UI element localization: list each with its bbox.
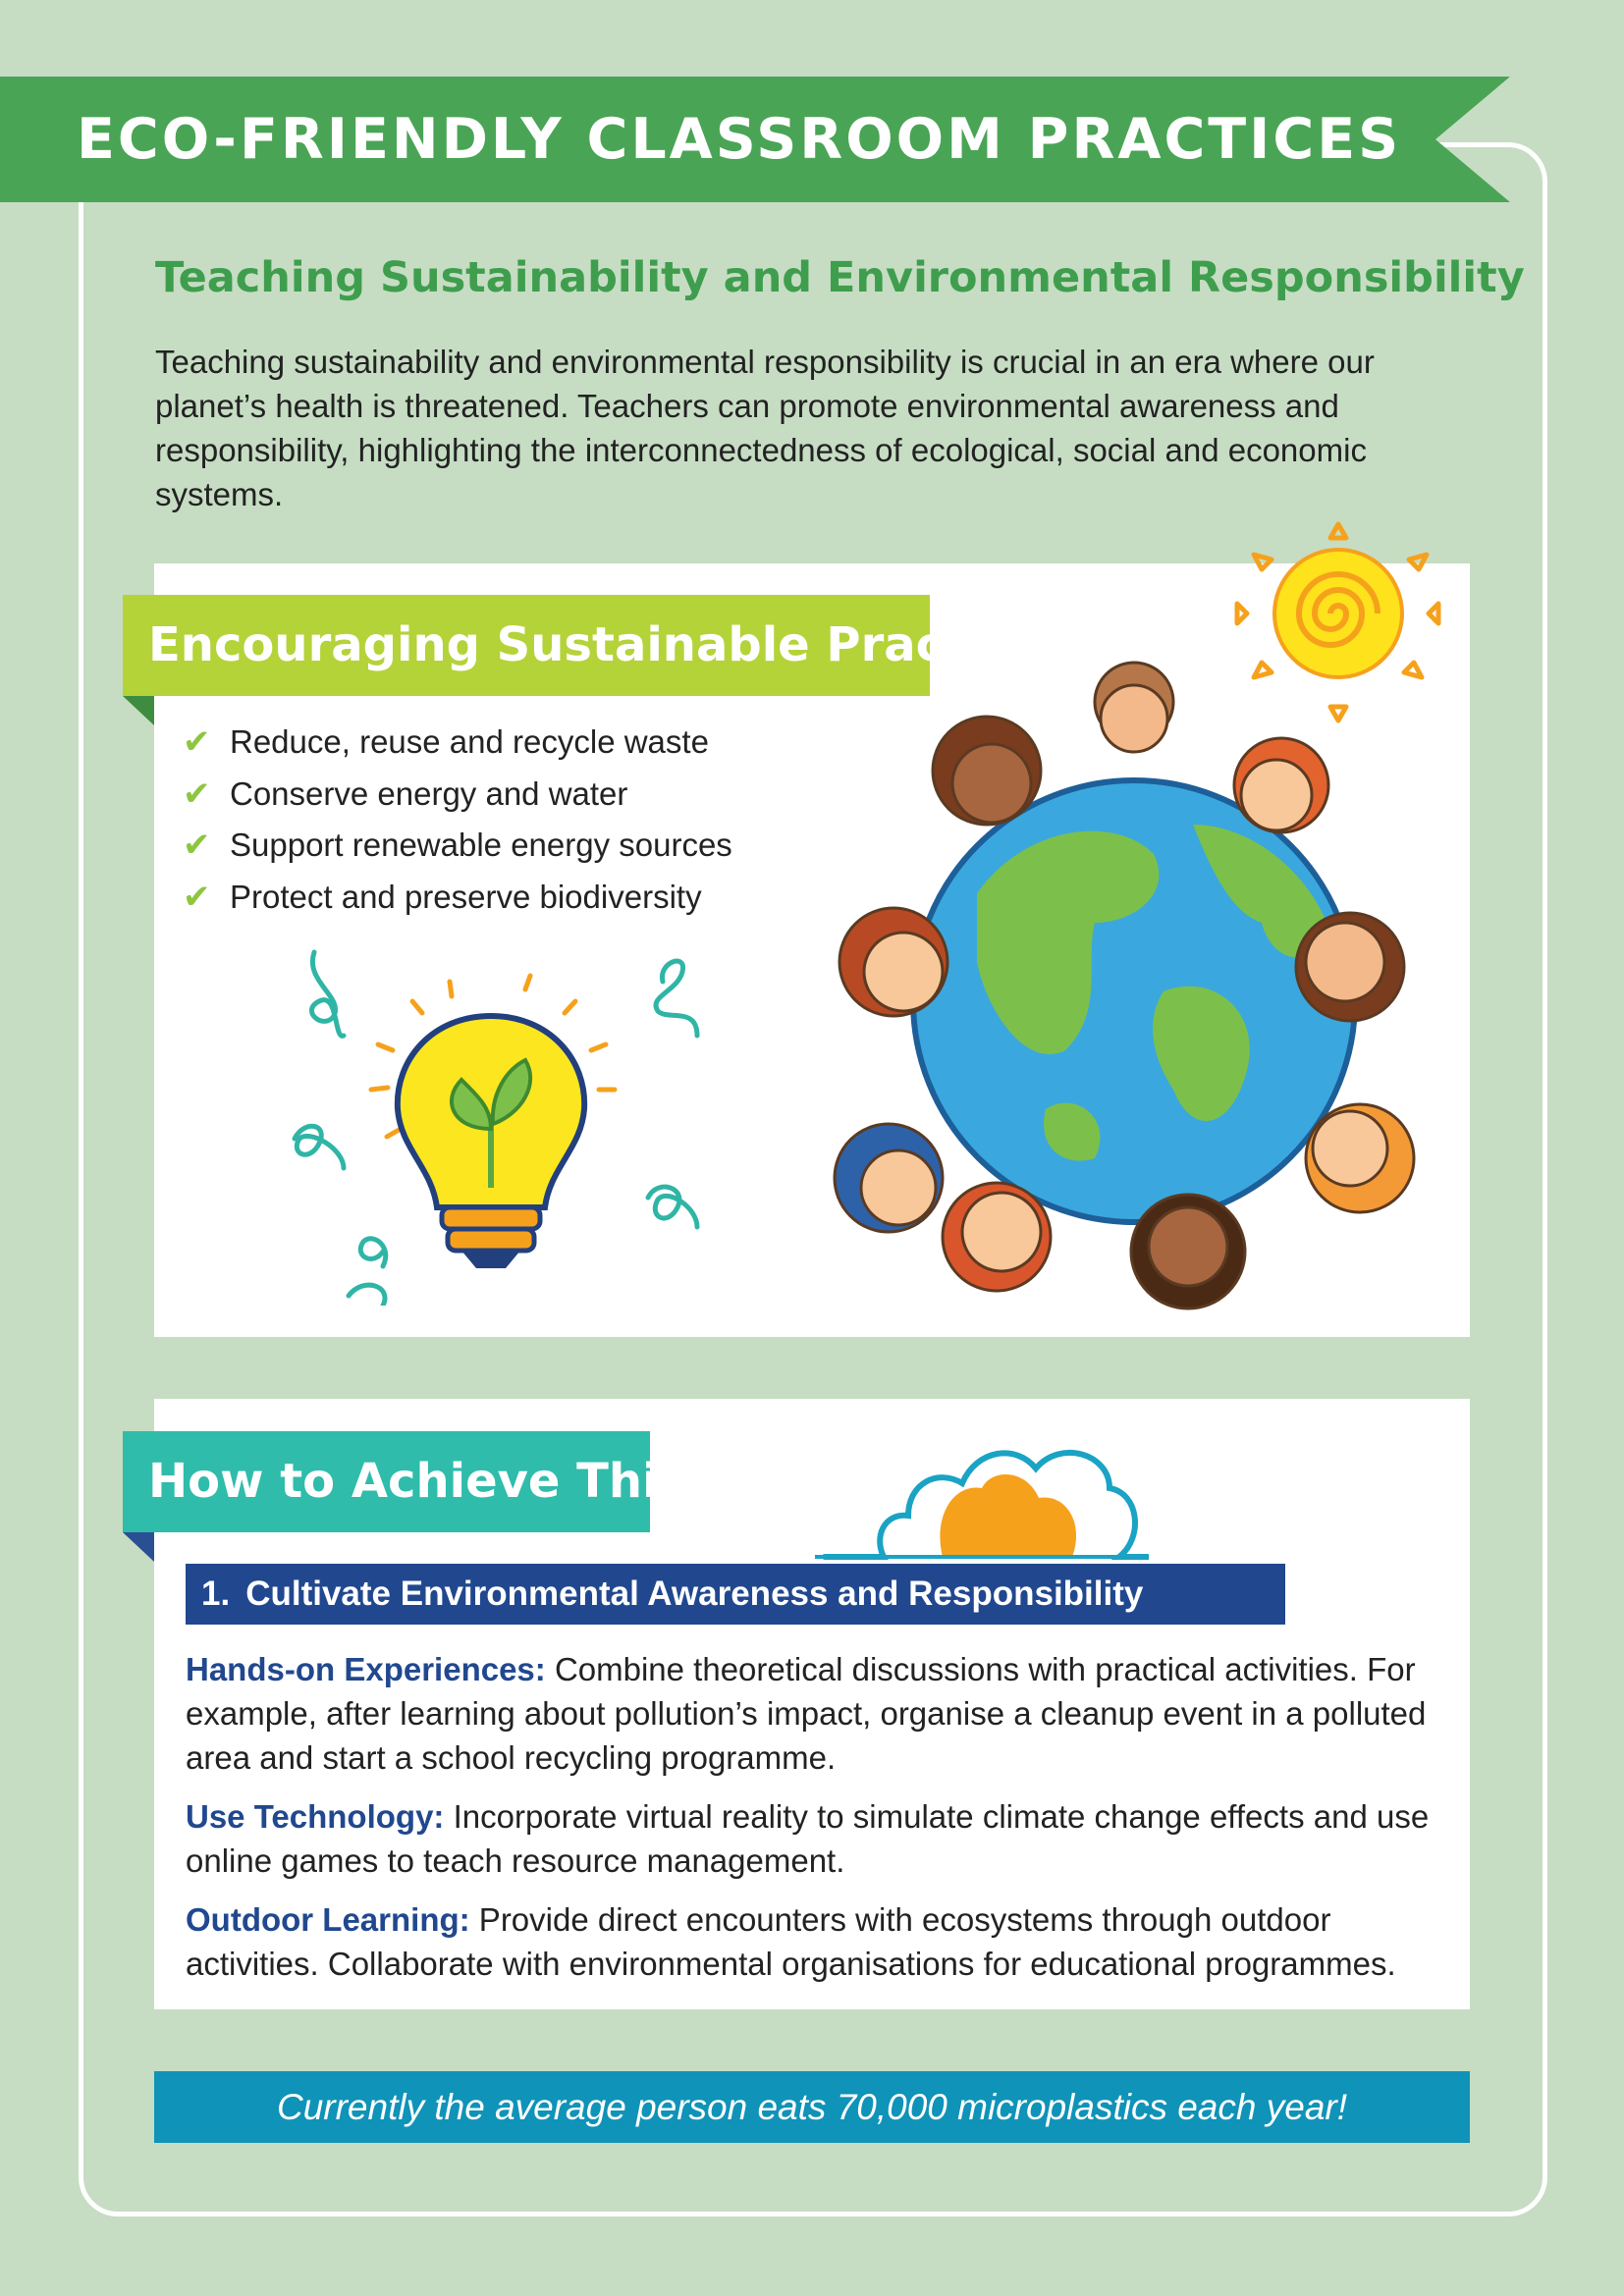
- step-heading: [186, 1564, 1285, 1625]
- list-item: ✔ Support renewable energy sources: [183, 820, 732, 872]
- check-icon: ✔: [183, 723, 211, 761]
- list-item: ✔ Conserve energy and water: [183, 769, 732, 821]
- section-subtitle: Teaching Sustainability and Environmental Responsibility: [155, 253, 1525, 302]
- page-title: ECO-FRIENDLY CLASSROOM PRACTICES: [77, 107, 1402, 172]
- globe-children-illustration: [800, 501, 1468, 1315]
- list-item: ✔ Protect and preserve biodiversity: [183, 872, 732, 924]
- check-icon: ✔: [183, 878, 211, 916]
- technology-paragraph: Use Technology: Incorporate virtual reality to simulate climate change effects and use online games to teach resource management.: [186, 1798, 1430, 1879]
- hands-on-paragraph: Hands-on Experiences: Combine theoretical discussions with practical activities. For example, after learning about pollution’s impact, organise a cleanup event in a polluted area and start a school recycling programme.: [186, 1651, 1427, 1776]
- title-banner: [0, 77, 1512, 202]
- how-to-achieve-tab: How to Achieve This?: [123, 1431, 650, 1532]
- lightbulb-illustration: [285, 942, 736, 1306]
- tab-fold: [123, 1532, 154, 1562]
- list-item: ✔ Reduce, reuse and recycle waste: [183, 717, 732, 769]
- practices-checklist: [183, 717, 732, 923]
- check-icon: ✔: [183, 827, 211, 864]
- check-icon: ✔: [183, 774, 211, 813]
- cloud-sun-icon: [815, 1429, 1149, 1562]
- sun-icon: [1237, 524, 1438, 721]
- tab-fold: [123, 696, 154, 725]
- step-title: Cultivate Environmental Awareness and Responsibility: [245, 1575, 1144, 1613]
- microplastics-fact-bar: Currently the average person eats 70,000 microplastics each year!: [154, 2071, 1470, 2143]
- step-number: 1.: [201, 1575, 231, 1613]
- intro-paragraph: Teaching sustainability and environmental responsibility is crucial in an era where our planet’s health is threatened. Teachers can promote environmental awareness and responsibility, highlighting the interconnectedness of ecological, social and economic systems.: [155, 344, 1375, 512]
- outdoor-learning-paragraph: Outdoor Learning: Provide direct encounters with ecosystems through outdoor activities. Collaborate with environmental organisations for educational programmes.: [186, 1901, 1396, 1982]
- sustainable-practices-tab: Encouraging Sustainable Practices: [123, 595, 930, 696]
